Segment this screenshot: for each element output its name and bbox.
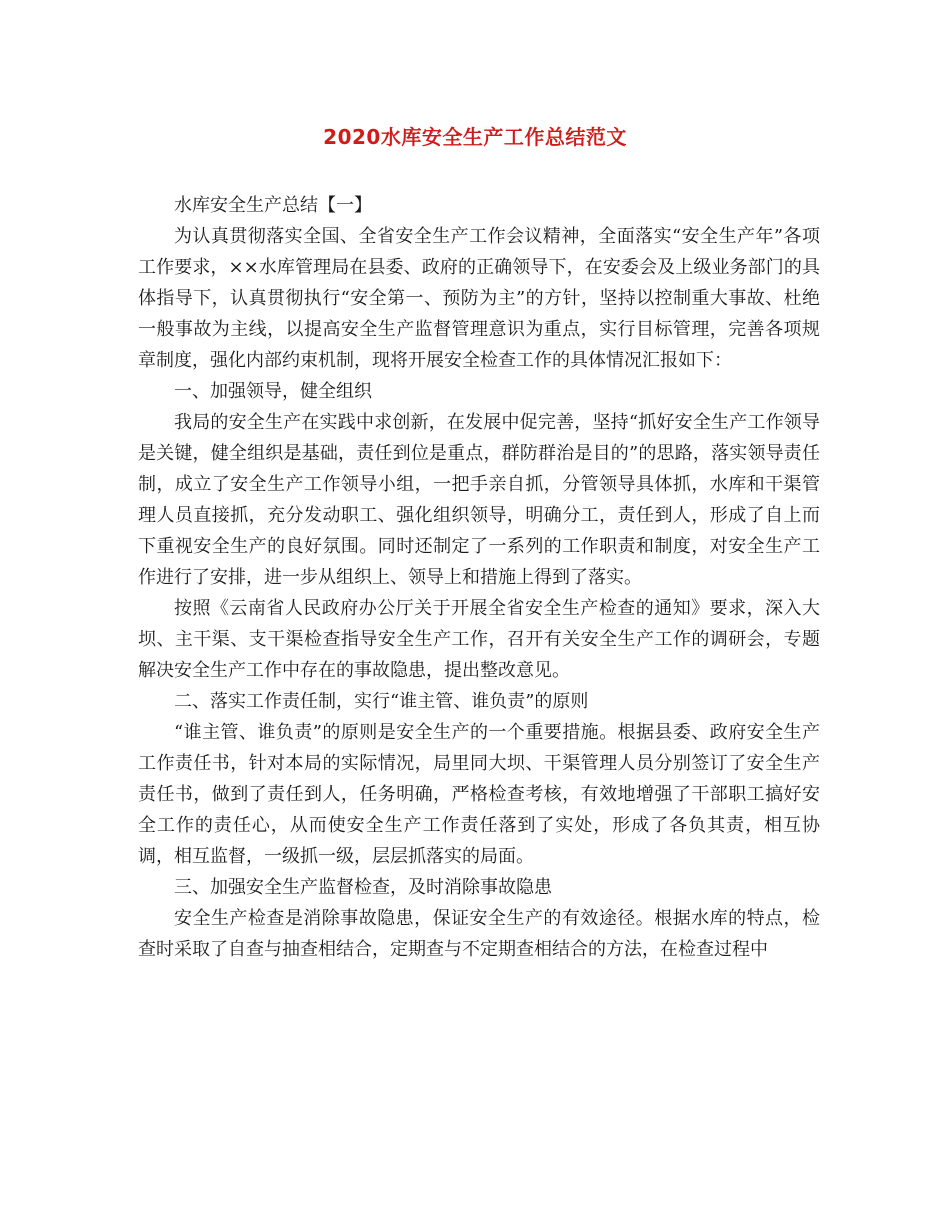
document-body xyxy=(138,190,820,965)
document-title: 2020水库安全生产工作总结范文 xyxy=(323,125,627,149)
section-heading: 三、加强安全生产监督检查，及时消除事故隐患 xyxy=(174,877,552,898)
body-paragraph: 安全生产检查是消除事故隐患，保证安全生产的有效途径。根据水库的特点，检查时采取了自查与抽查相结合，定期查与不定期查相结合的方法，在检查过程中 xyxy=(138,908,820,960)
section-heading: 二、落实工作责任制，实行“谁主管、谁负责”的原则 xyxy=(174,691,589,712)
body-paragraph: 为认真贯彻落实全国、全省安全生产工作会议精神，全面落实“安全生产年”各项工作要求，××水库管理局在县委、政府的正确领导下，在安委会及上级业务部门的具体指导下，认真贯彻执行“安全第一、预防为主”的方针，坚持以控制重大事故、杜绝一般事故为主线，以提高安全生产监督管理意识为重点，实行目标管理，完善各项规章制度，强化内部约束机制，现将开展安全检查工作的具体情况汇报如下： xyxy=(138,226,820,371)
section-heading: 水库安全生产总结【一】 xyxy=(174,195,372,216)
section-heading: 一、加强领导，健全组织 xyxy=(174,381,372,402)
body-paragraph: 我局的安全生产在实践中求创新，在发展中促完善，坚持“抓好安全生产工作领导是关键，健全组织是基础，责任到位是重点，群防群治是目的”的思路，落实领导责任制，成立了安全生产工作领导小组，一把手亲自抓，分管领导具体抓，水库和干渠管理人员直接抓，充分发动职工、强化组织领导，明确分工，责任到人，形成了自上而下重视安全生产的良好氛围。同时还制定了一系列的工作职责和制度，对安全生产工作进行了安排，进一步从组织上、领导上和措施上得到了落实。 xyxy=(138,412,820,588)
body-paragraph: “谁主管、谁负责”的原则是安全生产的一个重要措施。根据县委、政府安全生产工作责任书，针对本局的实际情况，局里同大坝、干渠管理人员分别签订了安全生产责任书，做到了责任到人，任务明确，严格检查考核，有效地增强了干部职工搞好安全工作的责任心，从而使安全生产工作责任落到了实处，形成了各负其责，相互协调，相互监督，一级抓一级，层层抓落实的局面。 xyxy=(138,722,820,867)
body-paragraph: 按照《云南省人民政府办公厅关于开展全省安全生产检查的通知》要求，深入大坝、主干渠、支干渠检查指导安全生产工作，召开有关安全生产工作的调研会，专题解决安全生产工作中存在的事故隐患，提出整改意见。 xyxy=(138,598,820,681)
